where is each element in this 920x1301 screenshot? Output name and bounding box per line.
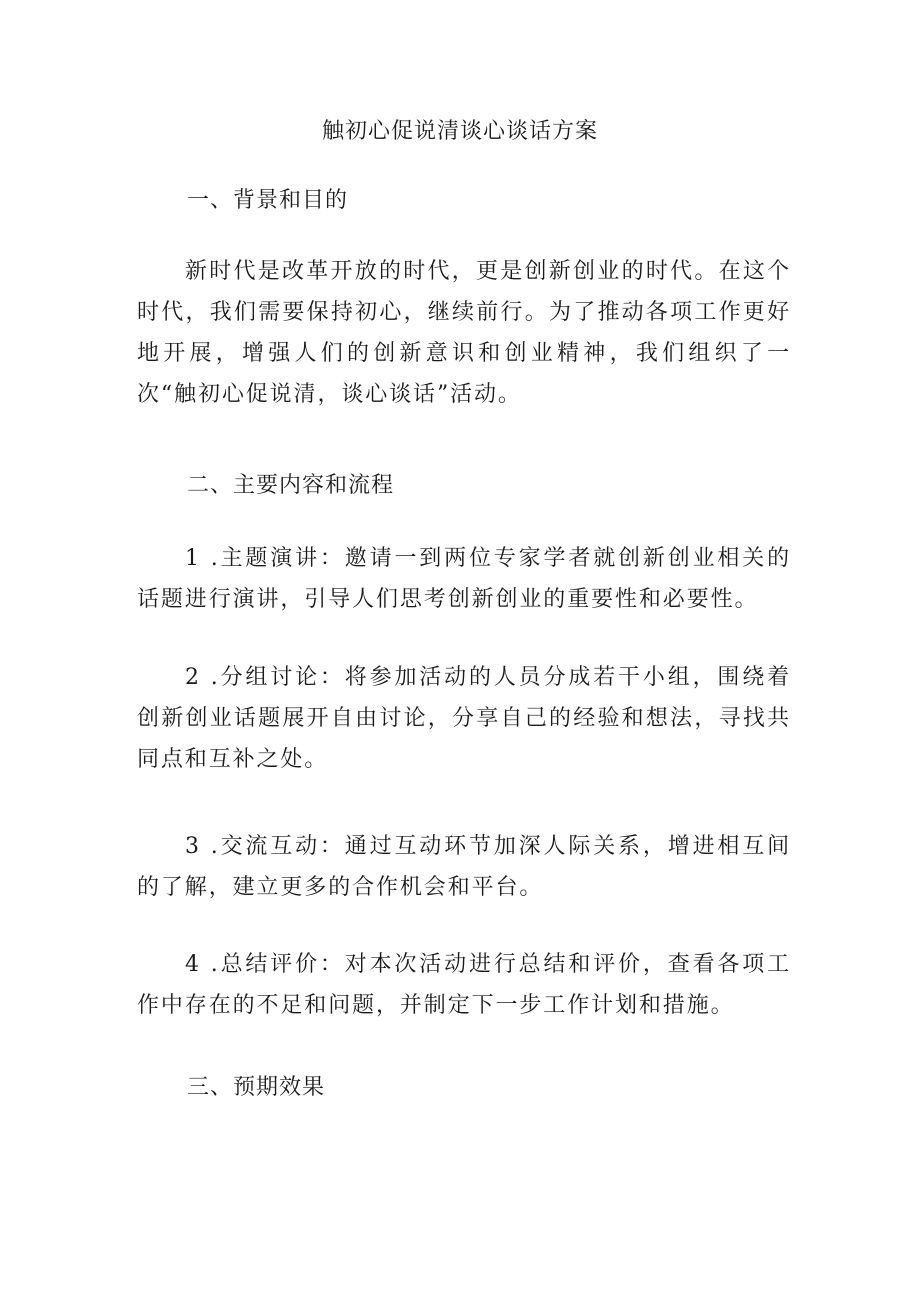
list-item-summary: 4 .总结评价：对本次活动进行总结和评价，查看各项工作中存在的不足和问题，并制定下一步工作计划和措施。	[137, 952, 791, 1018]
section-heading-expected-results: 三、预期效果	[187, 1075, 326, 1100]
document-title: 触初心促说清谈心谈话方案	[321, 119, 598, 144]
list-item-interaction: 3 .交流互动：通过互动环节加深人际关系，增进相互间的了解，建立更多的合作机会和平台。	[137, 834, 791, 900]
section-heading-content: 二、主要内容和流程	[187, 473, 395, 498]
section-heading-background: 一、背景和目的	[187, 188, 349, 213]
background-paragraph: 新时代是改革开放的时代，更是创新创业的时代。在这个时代，我们需要保持初心，继续前行。为了推动各项工作更好地开展，增强人们的创新意识和创业精神，我们组织了一次“触初心促说清，谈心谈话”活动。	[137, 259, 791, 407]
list-item-group-discussion: 2 .分组讨论：将参加活动的人员分成若干小组，围绕着创新创业话题展开自由讨论，分享自己的经验和想法，寻找共同点和互补之处。	[137, 665, 791, 772]
list-item-keynote: 1 .主题演讲：邀请一到两位专家学者就创新创业相关的话题进行演讲，引导人们思考创新创业的重要性和必要性。	[137, 546, 791, 612]
